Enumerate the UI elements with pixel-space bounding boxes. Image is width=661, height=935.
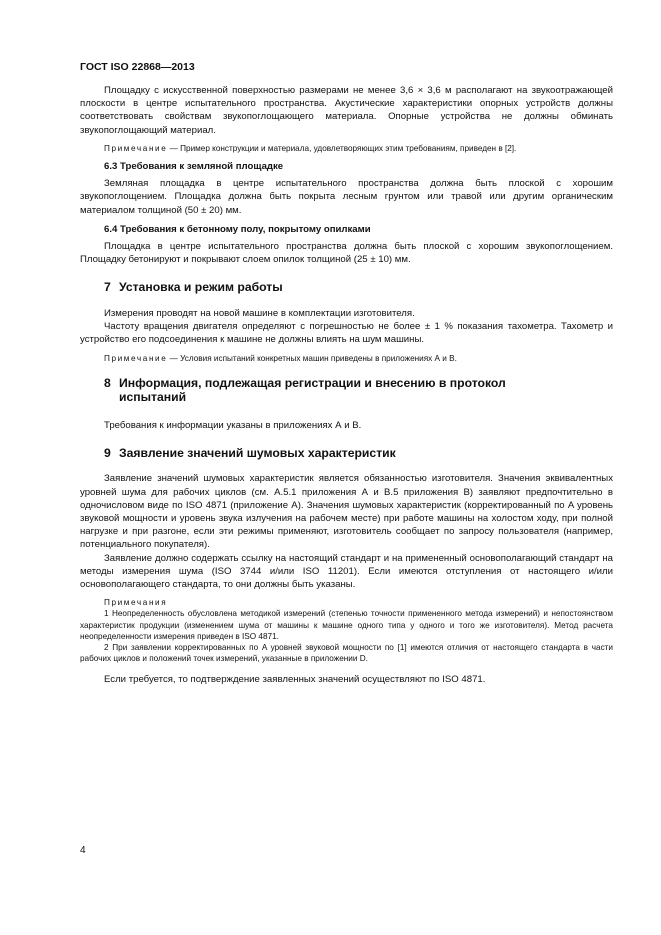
intro-note bbox=[80, 143, 613, 154]
notes-label: Примечания bbox=[104, 598, 168, 608]
section-9-heading bbox=[80, 446, 613, 461]
section-title-line-1: Информация, подлежащая регистрации и внесению в протокол bbox=[119, 375, 506, 390]
section-6-4-title: 6.4 Требования к бетонному полу, покрытому опилками bbox=[104, 223, 371, 235]
section-title-line-2: испытаний bbox=[119, 390, 187, 405]
standard-header: ГОСТ ISO 22868—2013 bbox=[80, 61, 195, 73]
section-9-notes bbox=[80, 597, 613, 664]
note-text: — Условия испытаний конкретных машин приведены в приложениях А и В. bbox=[167, 353, 457, 363]
note-1: 1 Неопределенность обусловлена методикой измерений (степенью точности примененного метода измерений) и непостоянством характеристик продукции (изменением шума от машины к машине одного типа у одного и того же изготовителя). Метод расчета неопределенности измерения приведен в ISO 4871. bbox=[80, 609, 613, 641]
section-8-text: Требования к информации указаны в приложениях А и В. bbox=[104, 419, 362, 431]
section-9-paragraph-3: Если требуется, то подтверждение заявленных значений осуществляют по ISO 4871. bbox=[104, 673, 486, 685]
section-number: 8 bbox=[104, 375, 111, 390]
page-content bbox=[80, 84, 613, 686]
section-6-3-title: 6.3 Требования к земляной площадке bbox=[104, 161, 284, 173]
section-9-paragraph-1: Заявление значений шумовых характеристик является обязанностью изготовителя. Значения эквивалентных уровней шума для рабочих циклов (см. А.5.1 приложения А и В.5 приложения В) заявляют предпочтительно в одночисловом виде по ISO 4871 (приложение А). Значения шумовых характеристик (корректированный по A уровень звуковой мощности и уровень звука излучения на рабочем месте) при работе машины на холостом ходу, при полной нагрузке и при разгоне, если эти режимы применяют, изготовитель сообщает по запросу пользователя (например, потенциального покупателя). bbox=[80, 473, 613, 551]
section-9-paragraph-2: Заявление должно содержать ссылку на настоящий стандарт и на примененный основополагающий стандарт на методы измерения шума (ISO 3744 и/или ISO 11201). Если имеются отступления от настоящего и/или основополагающего стандарта, то они должны быть указаны. bbox=[80, 552, 613, 591]
note-2: 2 При заявлении корректированных по A уровней звуковой мощности по [1] имеются отличия от настоящего стандарта в части рабочих циклов и положений точек измерений, указанные в приложении D. bbox=[80, 643, 613, 664]
section-7-note bbox=[80, 353, 613, 364]
section-6-3-text: Земляная площадка в центре испытательного пространства должна быть плоской с хорошим звукопоглощением. Площадка должна быть покрыта лесным грунтом или травой или другим органическим материалом толщиной (50 ± 20) мм. bbox=[80, 178, 613, 216]
note-text: — Пример конструкции и материала, удовлетворяющих этим требованиям, приведен в [2]. bbox=[167, 143, 517, 153]
section-title: Установка и режим работы bbox=[119, 280, 283, 295]
section-number: 7 bbox=[104, 280, 111, 295]
section-title: Заявление значений шумовых характеристик bbox=[119, 445, 396, 460]
section-number: 9 bbox=[104, 445, 111, 460]
note-label: Примечание bbox=[104, 143, 168, 153]
page-number: 4 bbox=[80, 845, 86, 856]
section-8-heading bbox=[80, 376, 613, 405]
section-7-heading bbox=[80, 280, 613, 295]
note-label: Примечание bbox=[104, 353, 168, 363]
section-7-paragraph-1: Измерения проводят на новой машине в комплектации изготовителя. bbox=[104, 307, 415, 319]
section-7-paragraph-2: Частоту вращения двигателя определяют с погрешностью не более ± 1 % показания тахометра. Тахометр и устройство его подсоединения к машине не должны влиять на шум машины. bbox=[80, 321, 613, 346]
intro-paragraph: Площадку с искусственной поверхностью размерами не менее 3,6 × 3,6 м располагают на звукоотражающей плоскости в центре испытательного пространства. Акустические характеристики опорных устройств должны соответствовать свойствам звукопоглощающего материала. Опорные устройства не должны обминать звукопоглощающий материал. bbox=[80, 85, 613, 136]
section-6-4-text: Площадка в центре испытательного пространства должна быть плоской с хорошим звукопоглощением. Площадку бетонируют и покрывают слоем опилок толщиной (25 ± 10) мм. bbox=[80, 241, 613, 266]
